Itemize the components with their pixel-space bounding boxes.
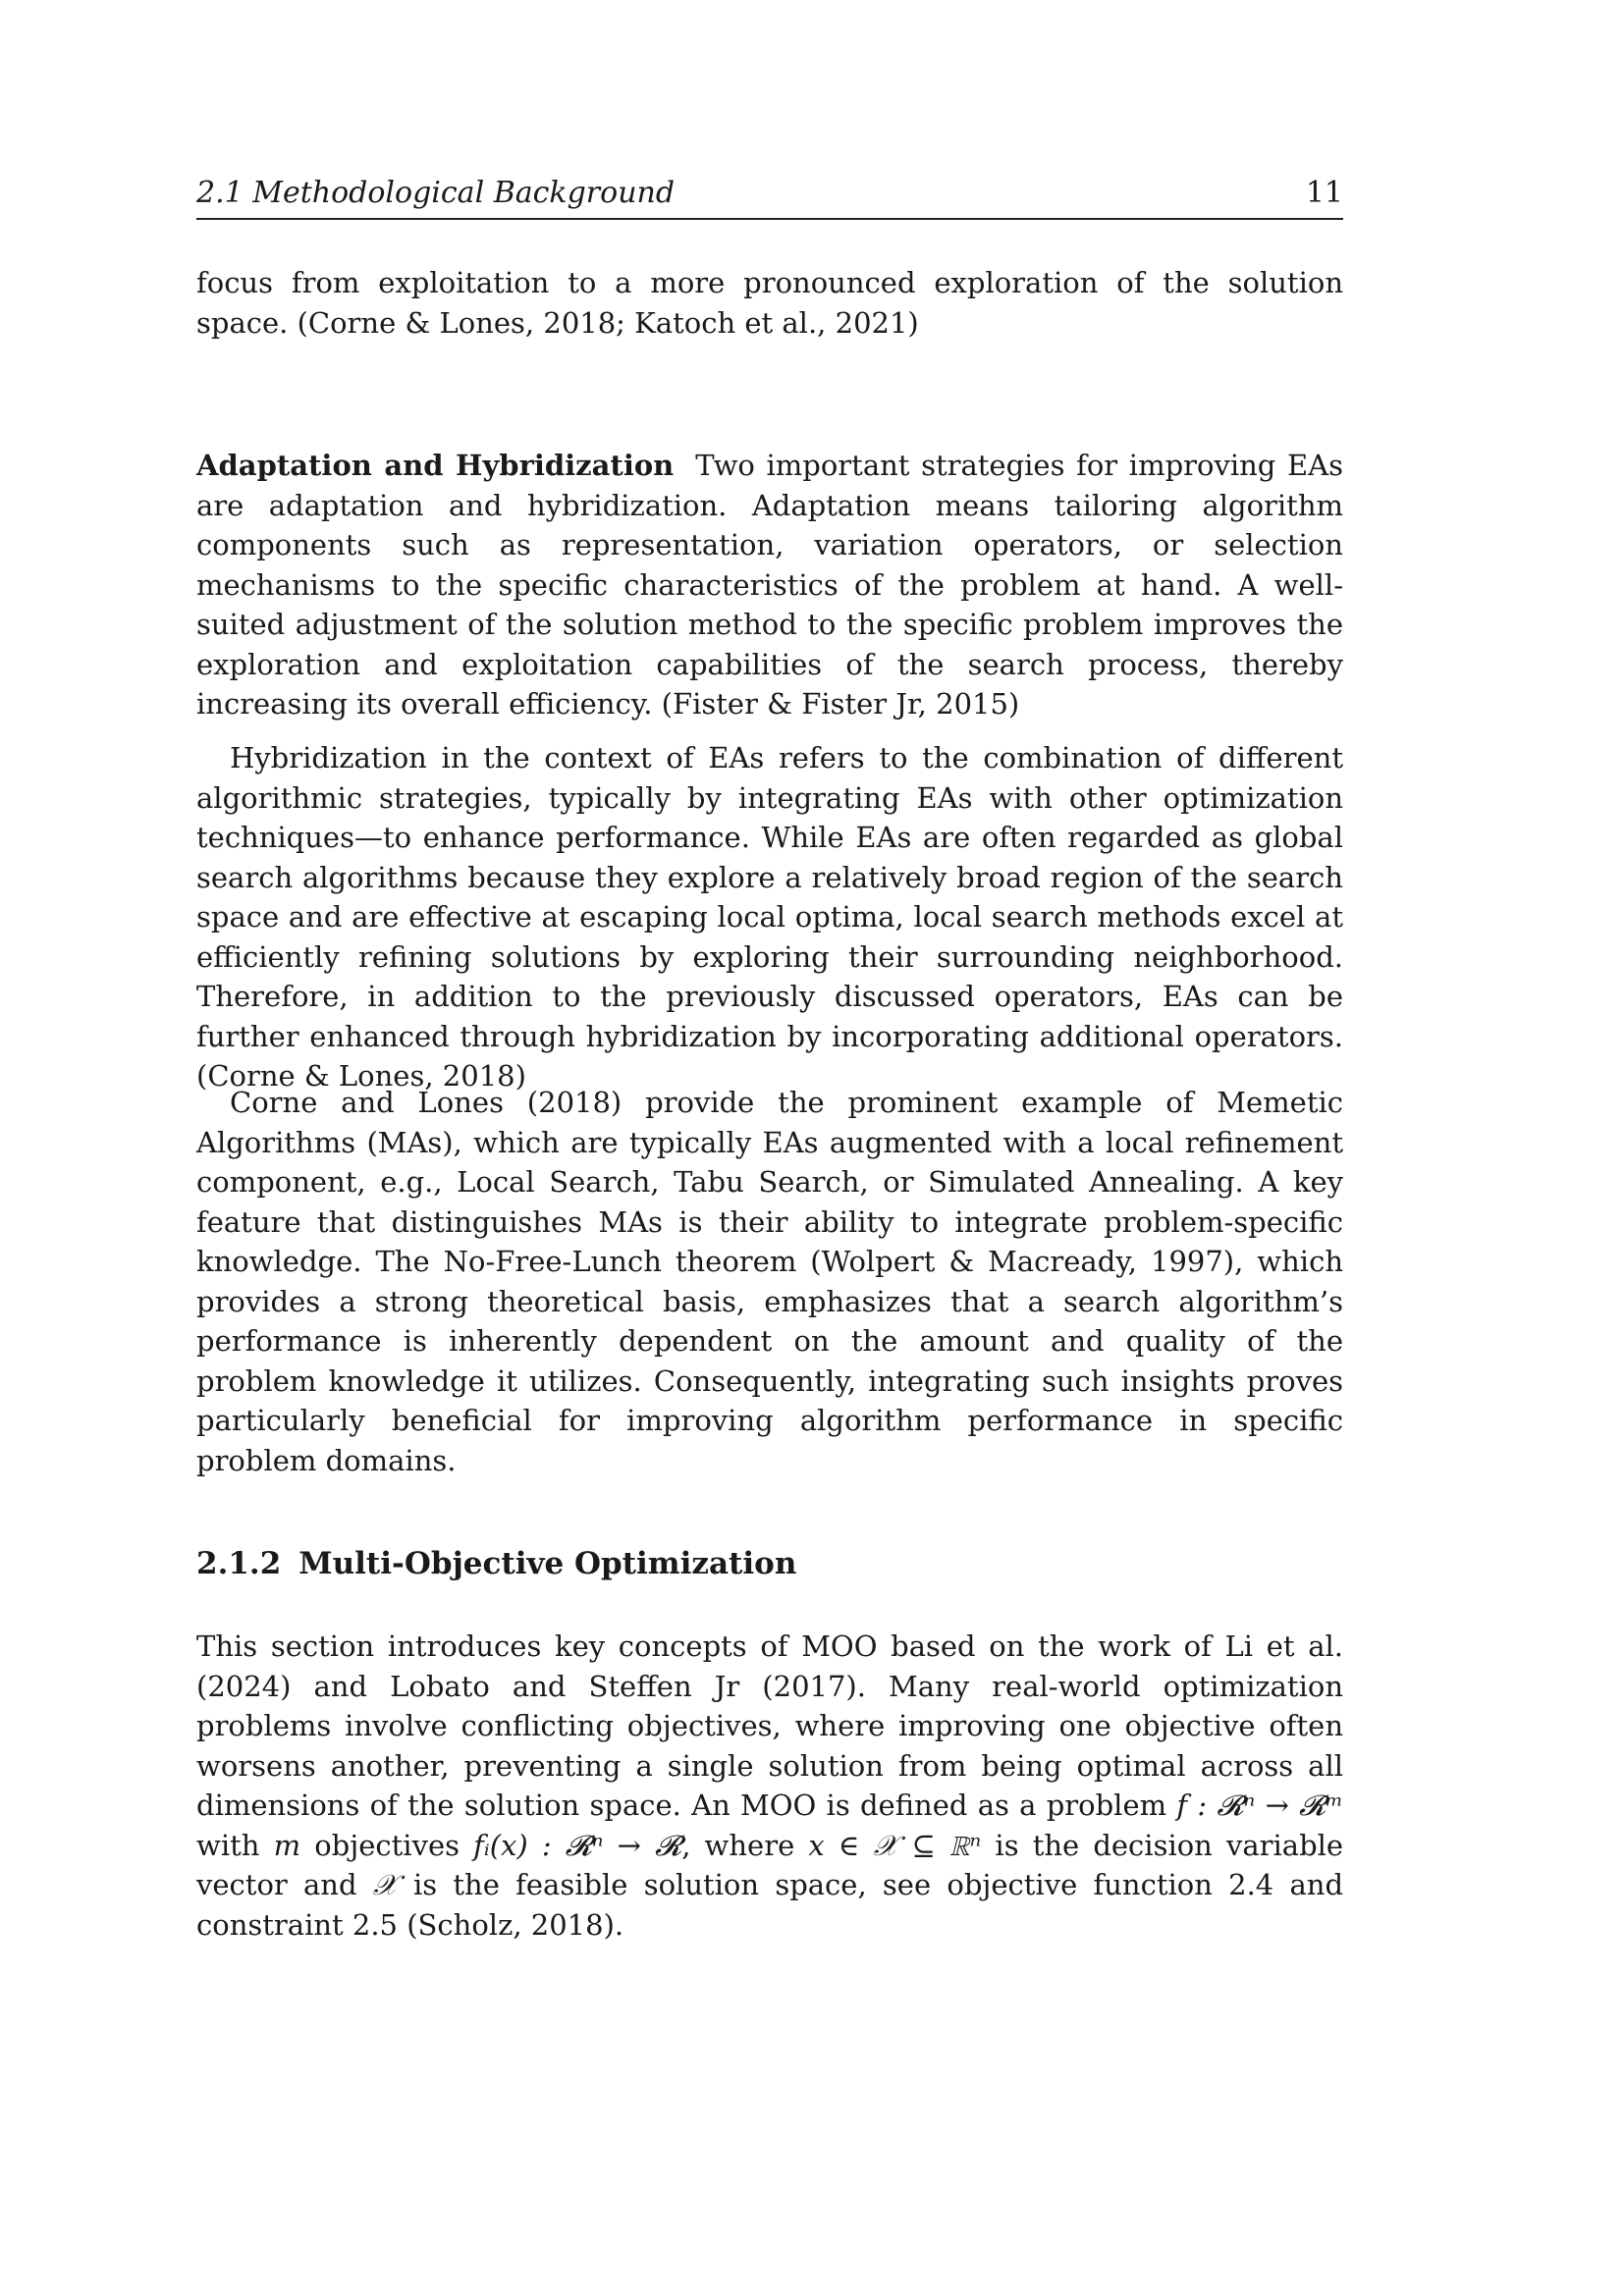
document-page	[196, 0, 1343, 2296]
moo-text-with: with	[196, 1828, 260, 1862]
paragraph-exploration: focus from exploitation to a more pronounced exploration of the solution space. (Corne & Lones, 2018; Katoch et al., 2021)	[196, 266, 1343, 340]
paragraph-moo	[196, 1627, 1343, 1945]
section-title: Multi-Objective Optimization	[298, 1546, 797, 1581]
paragraph-hybridization: Hybridization in the context of EAs refers to the combination of different algorithmic strategies, typically by integrating EAs with other optimization techniques—to enhance performance. While EAs are often regarded as global search algorithms because they explore a relatively broad region of the search space and are effective at escaping local optima, local search methods excel at efficiently refining solutions by exploring their surrounding neighborhood. Therefore, in addition to the previously discussed operators, EAs can be further enhanced through hybridization by incorporating additional operators. (Corne & Lones, 2018)	[196, 741, 1343, 1093]
section-heading	[196, 1544, 1343, 1583]
math-feasible-space: 𝒳	[372, 1868, 398, 1901]
moo-text-objectives: objectives	[314, 1828, 460, 1862]
math-problem-mapping: f : 𝓡ⁿ → 𝓡ᵐ	[1176, 1789, 1344, 1822]
paragraph-adaptation	[196, 446, 1343, 724]
moo-text-end: is the feasible solution space, see objective function 2.4 and constraint 2.5 (Scholz, 2018).	[196, 1868, 1344, 1942]
math-decision-variable: x ∈ 𝒳 ⊆ ℝⁿ	[808, 1828, 982, 1862]
page-number: 11	[1305, 176, 1343, 210]
section-number: 2.1.2	[196, 1546, 282, 1581]
running-header	[196, 173, 1343, 220]
moo-text-decision: is the decision variable vector and	[196, 1828, 1344, 1901]
moo-text-where: , where	[681, 1828, 795, 1862]
paragraph-run-in-heading: Adaptation and Hybridization	[196, 449, 675, 482]
header-section-title: 2.1 Methodological Background	[196, 176, 676, 210]
math-objective-function: fᵢ(x) : 𝓡ⁿ → 𝓡	[473, 1828, 682, 1862]
paragraph-memetic: Corne and Lones (2018) provide the prominent example of Memetic Algorithms (MAs), which are typically EAs augmented with a local refinement component, e.g., Local Search, Tabu Search, or Simulated Annealing. A key feature that distinguishes MAs is their ability to integrate problem-specific knowledge. The No-Free-Lunch theorem (Wolpert & Macready, 1997), which provides a strong theoretical basis, emphasizes that a search algorithm’s performance is inherently dependent on the amount and quality of the problem knowledge it utilizes. Consequently, integrating such insights proves particularly beneficial for improving algorithm performance in specific problem domains.	[196, 1086, 1343, 1477]
math-m: m	[273, 1828, 301, 1862]
paragraph-adaptation-body: Two important strategies for improving EAs are adaptation and hybridization. Adaptation means tailoring algorithm components such as representation, variation operators, or selection mechanisms to the specific characteristics of the problem at hand. A well-suited adjustment of the solution method to the specific problem improves the exploration and exploitation capabilities of the search process, thereby increasing its overall efficiency. (Fister & Fister Jr, 2015)	[196, 449, 1343, 721]
moo-text-intro: This section introduces key concepts of MOO based on the work of Li et al. (2024) and Lobato and Steffen Jr (2017). Many real-world optimization problems involve conflicting objectives, where improving one objective often worsens another, preventing a single solution from being optimal across all dimensions of the solution space. An MOO is defined as a problem	[196, 1629, 1343, 1822]
